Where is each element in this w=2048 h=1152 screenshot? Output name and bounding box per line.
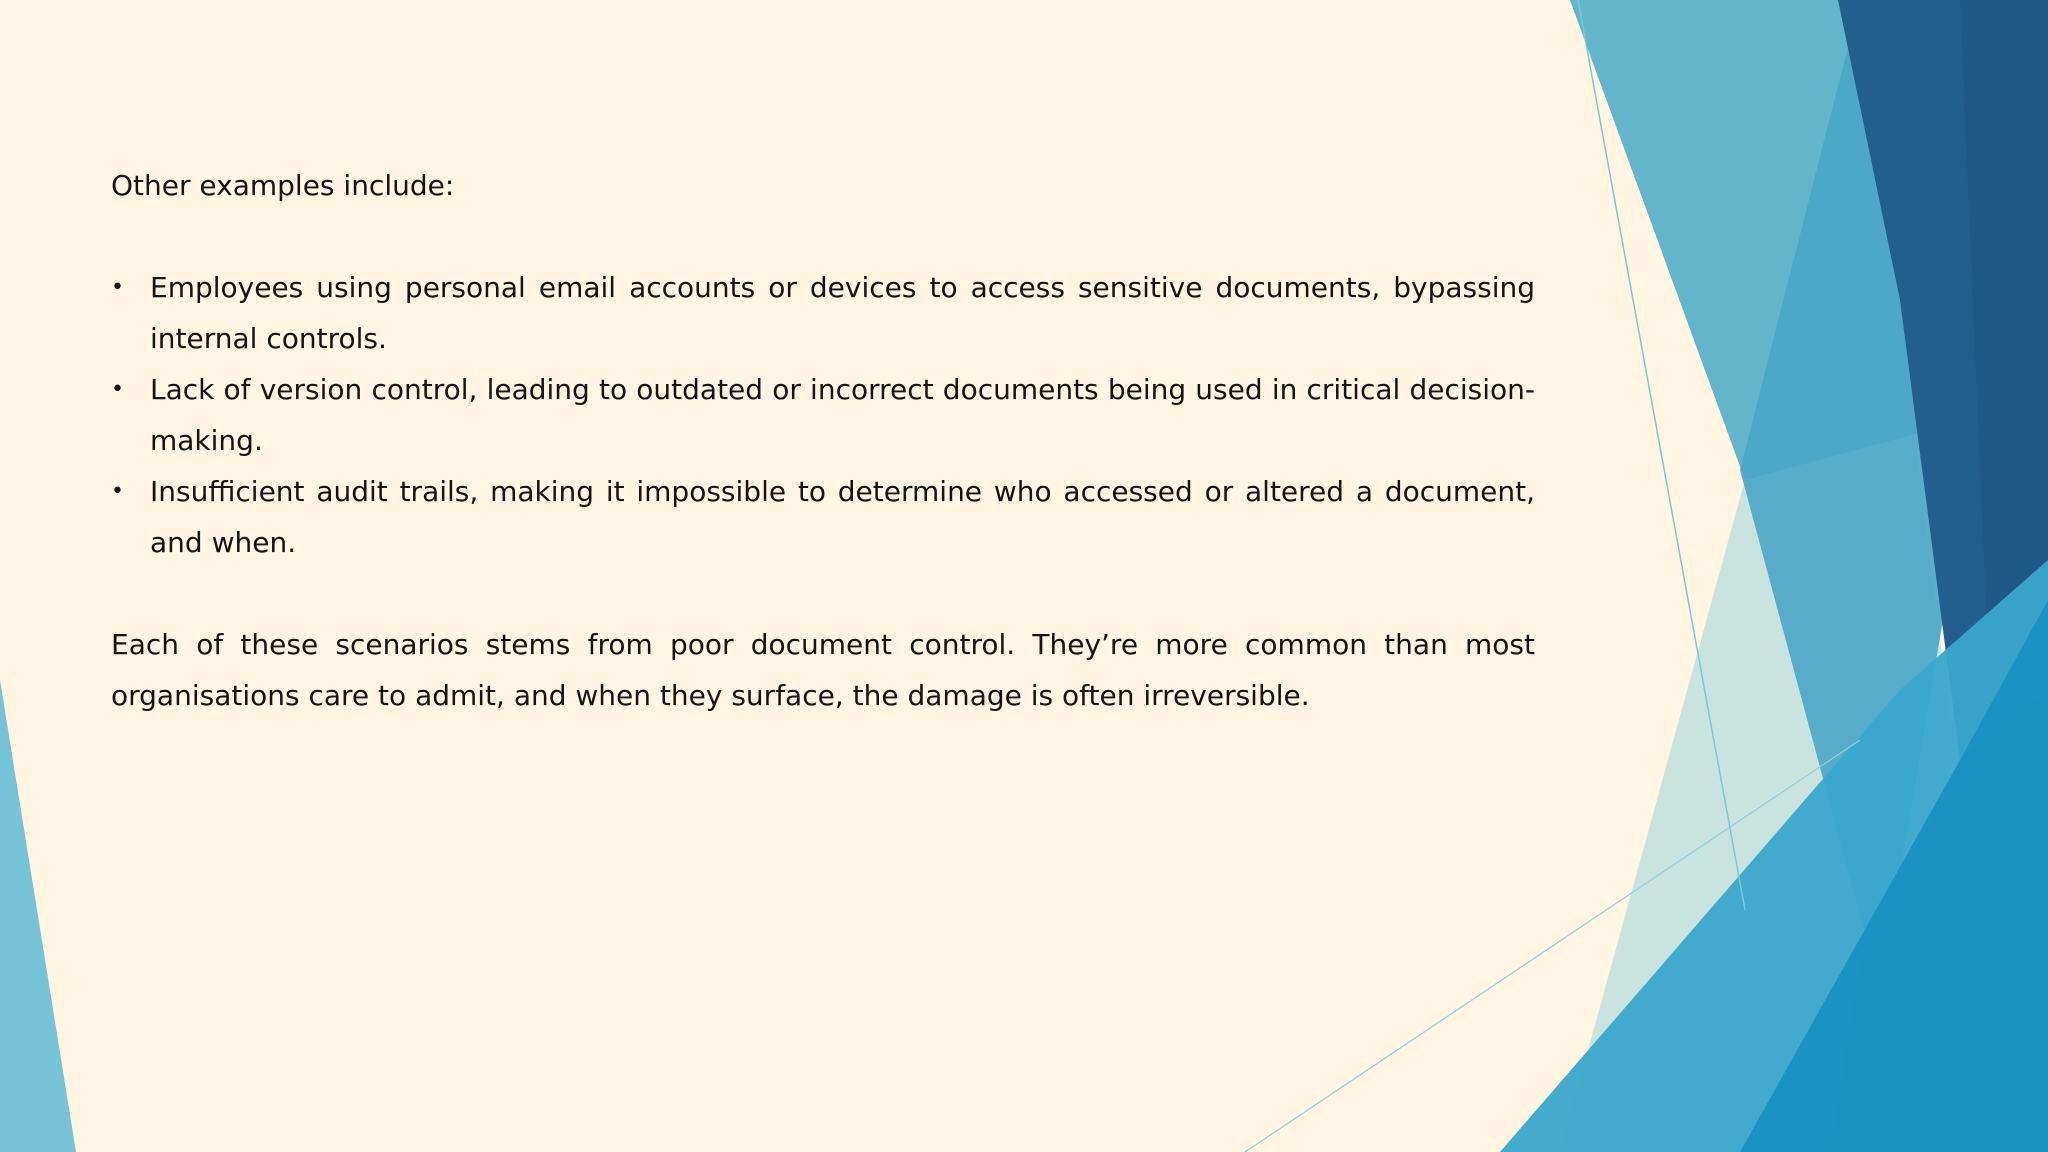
bullet-item: [111, 364, 1535, 466]
bullet-dot-icon: •: [111, 377, 124, 402]
bullet-text: Lack of version control, leading to outdated or incorrect documents being used in critical decision-making.: [150, 373, 1535, 457]
bullet-text: Employees using personal email accounts or devices to access sensitive documents, bypassing internal controls.: [150, 271, 1535, 355]
bullet-item: [111, 262, 1535, 364]
closing-paragraph: Each of these scenarios stems from poor document control. They’re more common than most organisations care to admit, and when they surface, the damage is often irreversible.: [111, 628, 1535, 712]
bullet-dot-icon: •: [111, 275, 124, 300]
bullet-dot-icon: •: [111, 479, 124, 504]
slide-body: [111, 160, 1535, 721]
intro-text: Other examples include:: [111, 169, 455, 202]
bullet-item: [111, 466, 1535, 568]
bullet-text: Insufficient audit trails, making it impossible to determine who accessed or altered a document, and when.: [150, 475, 1535, 559]
left-accent-shape: [0, 680, 76, 1152]
bullet-list: [111, 262, 1535, 568]
